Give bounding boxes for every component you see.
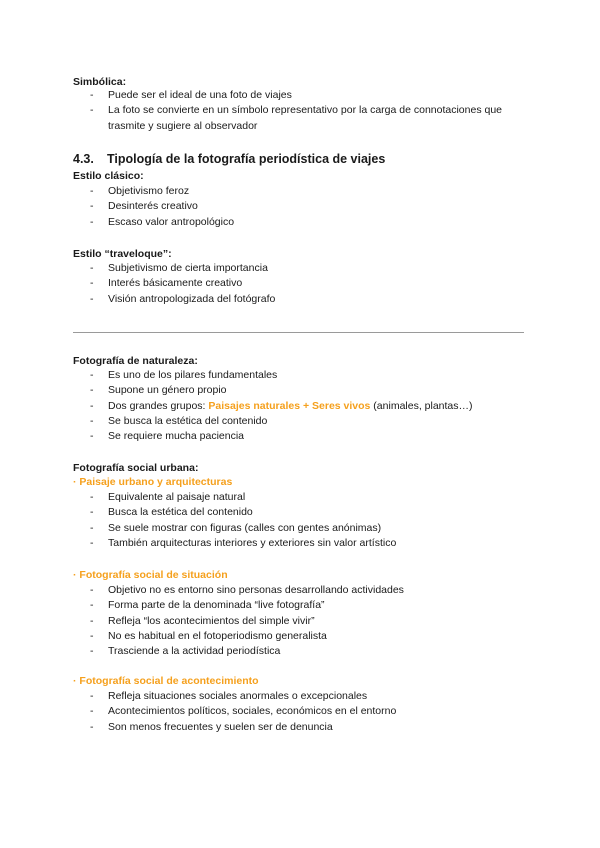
list-item: - Desinterés creativo	[88, 199, 538, 214]
text-segment: Dos grandes grupos:	[108, 399, 209, 412]
list-item: - Escaso valor antropológico	[88, 215, 538, 230]
list-item: - Objetivismo feroz	[88, 184, 538, 199]
text-segment: (animales, plantas…)	[370, 399, 473, 412]
list-item: - Visión antropologizada del fotógrafo	[88, 292, 538, 307]
list-item: - Trasciende a la actividad periodística	[88, 644, 538, 659]
list-item: - Se suele mostrar con figuras (calles con gentes anónimas)	[88, 521, 538, 536]
list-item: - Son menos frecuentes y suelen ser de denuncia	[88, 720, 538, 735]
list-simbolica	[88, 88, 538, 134]
list-acontecimiento	[88, 689, 538, 735]
list-item: - Se busca la estética del contenido	[88, 414, 538, 429]
section-number: 4.3.	[73, 152, 94, 166]
list-item: - Es uno de los pilares fundamentales	[88, 368, 538, 383]
list-item: - Equivalente al paisaje natural	[88, 490, 538, 505]
subheading-situacion: · Fotografía social de situación	[73, 569, 228, 581]
list-paisaje-urbano	[88, 490, 538, 551]
list-item: - Subjetivismo de cierta importancia	[88, 261, 538, 276]
section-heading	[73, 152, 385, 166]
heading-estilo-clasico: Estilo clásico:	[73, 170, 144, 182]
subheading-acontecimiento: · Fotografía social de acontecimiento	[73, 675, 259, 687]
list-item: - Puede ser el ideal de una foto de viajes	[88, 88, 538, 103]
list-item: - Refleja situaciones sociales anormales o excepcionales	[88, 689, 538, 704]
list-estilo-traveloque	[88, 261, 538, 307]
highlight-text: Paisajes naturales + Seres vivos	[208, 399, 371, 412]
list-item: - Se requiere mucha paciencia	[88, 429, 538, 444]
list-item: - Supone un género propio	[88, 383, 538, 398]
heading-estilo-traveloque: Estilo “traveloque”:	[73, 248, 172, 260]
list-item: - Interés básicamente creativo	[88, 276, 538, 291]
list-estilo-clasico	[88, 184, 538, 230]
list-item: - Acontecimientos políticos, sociales, económicos en el entorno	[88, 704, 538, 719]
list-item: - Forma parte de la denominada “live fotografía”	[88, 598, 538, 613]
list-item: - También arquitecturas interiores y exteriores sin valor artístico	[88, 536, 538, 551]
list-item: - Busca la estética del contenido	[88, 505, 538, 520]
list-item: - No es habitual en el fotoperiodismo generalista	[88, 629, 538, 644]
heading-naturaleza: Fotografía de naturaleza:	[73, 355, 198, 367]
horizontal-divider	[73, 332, 524, 333]
list-item: - La foto se convierte en un símbolo representativo por la carga de connotaciones que trasmite y sugiere al observador	[88, 103, 538, 134]
subheading-paisaje-urbano: · Paisaje urbano y arquitecturas	[73, 476, 233, 488]
list-item: - Refleja “los acontecimientos del simple vivir”	[88, 614, 538, 629]
list-item	[88, 399, 538, 414]
heading-social-urbana: Fotografía social urbana:	[73, 462, 199, 474]
list-situacion	[88, 583, 538, 659]
list-naturaleza	[88, 368, 538, 444]
list-item: - Objetivo no es entorno sino personas desarrollando actividades	[88, 583, 538, 598]
section-title: Tipología de la fotografía periodística de viajes	[107, 152, 386, 166]
heading-simbolica: Simbólica:	[73, 76, 127, 88]
